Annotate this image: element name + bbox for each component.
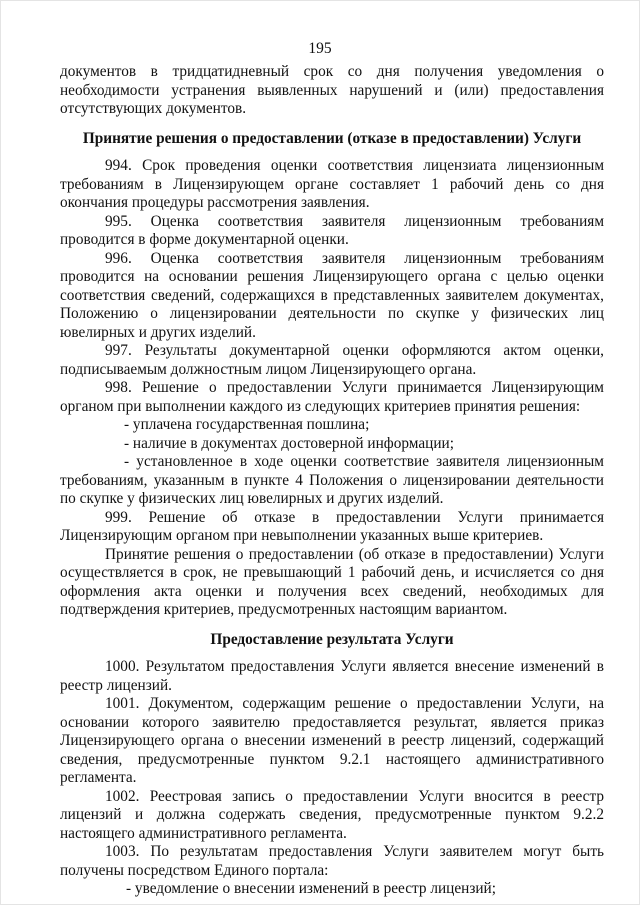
list-item-fee: - уплачена государственная пошлина; <box>124 416 370 433</box>
page-number: 195 <box>308 40 332 57</box>
document-body <box>60 63 604 899</box>
paragraph-998: 998. Решение о предоставлении Услуги принимается Лицензирующим органом при выполнении каждого из следующих критериев принятия решения: <box>60 379 604 415</box>
paragraph-994: 994. Срок проведения оценки соответствия лицензиата лицензионным требованиям в Лицензирующем органе составляет 1 рабочий день со дня окончания процедуры рассмотрения заявления. <box>60 157 604 211</box>
paragraph-1002: 1002. Реестровая запись о предоставлении Услуги вносится в реестр лицензий и должна содержать сведения, предусмотренные пунктом 9.2.2 настоящего административного регламента. <box>60 787 604 842</box>
paragraph-decision-term: Принятие решения о предоставлении (об отказе в предоставлении) Услуги осуществляется в срок, не превышающий 1 рабочий день, и исчисляется со дня оформления акта оценки и получения всех сведений, необходимых для подтверждения критериев, предусмотренных настоящим вариантом. <box>60 545 604 618</box>
section-heading-result: Предоставление результата Услуги <box>210 630 454 648</box>
paragraph-997: 997. Результаты документарной оценки оформляются актом оценки, подписываемым должностным лицом Лицензирующего органа. <box>60 342 604 378</box>
paragraph-995: 995. Оценка соответствия заявителя лицензионным требованиям проводится в форме документарной оценки. <box>60 212 604 248</box>
list-item-compliance: - установленное в ходе оценки соответствие заявителя лицензионным требованиям, указанным в пункте 4 Положения о лицензировании деятельности по скупке у физических лиц ювелирных и других изделий. <box>60 453 604 507</box>
list-item-info: - наличие в документах достоверной информации; <box>124 434 454 452</box>
list-item-notification: - уведомление о внесении изменений в реестр лицензий; <box>126 880 496 897</box>
paragraph-999: 999. Решение об отказе в предоставлении Услуги принимается Лицензирующим органом при невыполнении указанных выше критериев. <box>60 508 604 544</box>
paragraph-1000: 1000. Результатом предоставления Услуги является внесение изменений в реестр лицензий. <box>60 658 604 694</box>
paragraph-1003: 1003. По результатам предоставления Услуги заявителем могут быть получены посредством Единого портала: <box>60 843 604 879</box>
section-heading-decision: Принятие решения о предоставлении (отказе в предоставлении) Услуги <box>82 129 582 147</box>
paragraph-intro: документов в тридцатидневный срок со дня получения уведомления о необходимости устранения выявленных нарушений и (или) предоставления отсутствующих документов. <box>60 63 604 117</box>
paragraph-1001: 1001. Документом, содержащим решение о предоставлении Услуги, на основании которого заявителю предоставляется результат, является приказ Лицензирующего органа о внесении изменений в реестр лицензий, содержащий сведения, предусмотренные пунктом 9.2.1 настоящего административного регламента. <box>60 695 604 786</box>
paragraph-996: 996. Оценка соответствия заявителя лицензионным требованиям проводится на основании решения Лицензирующего органа с целью оценки соответствия сведений, содержащихся в представленных заявителем документах, Положению о лицензировании деятельности по скупке у физических лиц ювелирных и других изделий. <box>60 249 604 341</box>
